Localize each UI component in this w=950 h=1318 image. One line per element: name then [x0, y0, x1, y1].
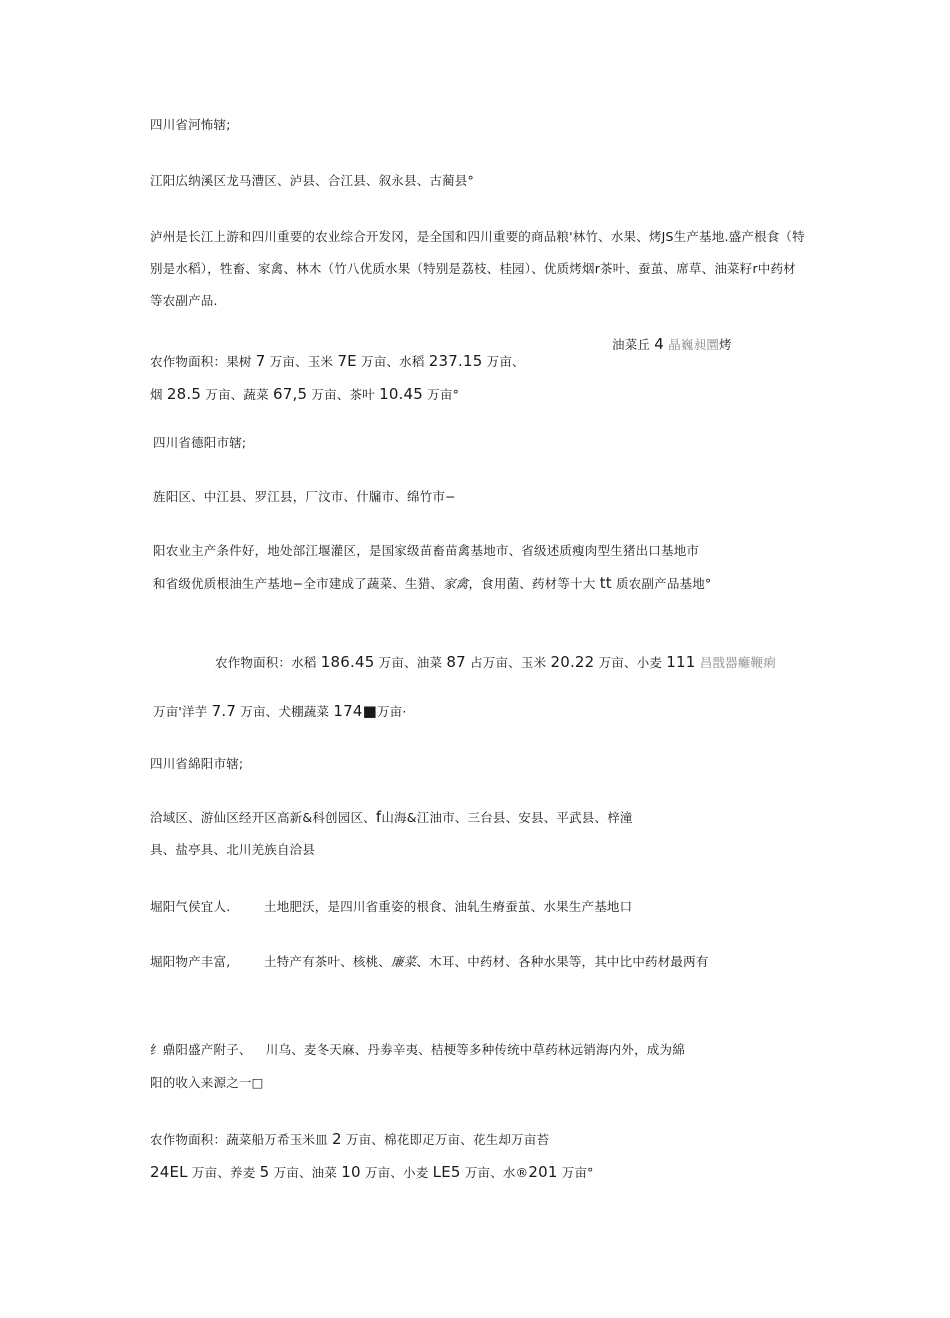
- districts-text: 山海&江油市、三台县、安县、平武县、梓潼: [381, 810, 633, 825]
- crop-area-value: 174■: [333, 702, 377, 720]
- mianyang-climate-right: 土地肥沃，是四川省重姿的根食、油轧生瘠蚕茧、水果生产基地口: [264, 899, 633, 914]
- luzhou-crop-area-line-1: [150, 352, 525, 371]
- deyang-intro-line-1: 阳农业主产条件好，地处部江堰灌区，是国家级苗畜苗禽基地市、省级述质瘦肉型生猪出口基地市: [153, 543, 700, 558]
- crop-area-value: 67,5: [272, 385, 308, 403]
- luzhou-districts: 江阳広纳溪区龙马漕区、泸县、合江县、叙永县、古蔺县°: [150, 173, 474, 188]
- side-note-gray-text: 晶巍昶圜: [668, 337, 720, 352]
- crop-area-text: 烟: [150, 387, 163, 402]
- mianyang-districts-line-2: 具、盐亭具、北川羌族自洽县: [150, 842, 316, 857]
- mianyang-crop-area-line-1: [150, 1130, 549, 1149]
- crop-area-text: 万亩·: [376, 704, 407, 719]
- mianyang-products-left: 堀阳物产丰富,: [150, 954, 231, 969]
- mianyang-herb-line-2: 阳的收入来源之一□: [150, 1075, 264, 1090]
- crop-area-value: 201: [528, 1163, 558, 1181]
- crop-area-text: 万亩°: [427, 387, 460, 402]
- herb-text: 川乌、麦冬天麻、丹劵辛夷、桔梗等多种传统中草药林远销海内外，成为綿: [265, 1042, 685, 1057]
- crop-area-label: 农作物面积：果树: [150, 354, 252, 369]
- crop-area-value: 7E: [337, 352, 357, 370]
- deyang-crop-area-line-1: [215, 653, 776, 672]
- side-note-suffix: 烤: [719, 337, 732, 352]
- districts-text-latin: f: [375, 808, 382, 826]
- products-text: 、木耳、中药材、各种水果等，其中比中药材最两有: [416, 954, 709, 969]
- crop-area-text: 万亩、油菜: [273, 1165, 338, 1180]
- crop-area-text: 万亩、水稻: [361, 354, 425, 369]
- crop-area-label: 农作物面积：蔬菜船万希玉米皿: [150, 1132, 328, 1147]
- crop-area-value: 10.45: [379, 385, 424, 403]
- crop-area-value: 20.22: [550, 653, 595, 671]
- crop-area-value: 10: [341, 1163, 361, 1181]
- deyang-heading: 四川省德阳市辖;: [153, 435, 247, 450]
- crop-area-text: 万亩、玉米: [269, 354, 334, 369]
- intro-text-italic: 家禽: [443, 576, 469, 591]
- mianyang-products-right: [264, 953, 709, 971]
- crop-area-value: 5: [259, 1163, 270, 1181]
- crop-area-label: 农作物面积：水稻: [215, 655, 317, 670]
- deyang-districts: 旌阳区、中江县、罗江县，厂汶市、什牖市、绵竹市−: [153, 489, 456, 504]
- crop-area-value: 111: [666, 653, 696, 671]
- herb-text: 纟鼑阳盛产附子、: [150, 1042, 252, 1057]
- intro-text: 和省级优质根油生产基地−全市建成了蔬菜、生猎、: [153, 576, 444, 591]
- crop-area-value: 7.7: [211, 702, 237, 720]
- crop-area-value: 28.5: [166, 385, 202, 403]
- luzhou-intro-line-2: 别是水稻），牲畜、家禽、林木（竹八优质水果（特别是荔枝、桂园）、优质烤烟r茶叶、蚕茧、席草、油菜籽r中药材: [150, 261, 796, 276]
- crop-area-value: 7: [255, 352, 266, 370]
- deyang-intro-line-2: [153, 574, 711, 593]
- mianyang-climate-left: 堀阳气侯宜人.: [150, 899, 231, 914]
- crop-area-text: 万亩、茶叶: [311, 387, 375, 402]
- crop-area-text: 万亩、棉花即疋万亩、花生却万亩苔: [345, 1132, 550, 1147]
- luzhou-intro-line-3: 等农副产品.: [150, 293, 218, 308]
- products-text: 土特产有茶叶、核桃、: [264, 954, 392, 969]
- intro-text: 质农副产品基地°: [616, 576, 712, 591]
- crop-area-text: 万亩、水®: [464, 1165, 529, 1180]
- crop-area-value: 24EL: [150, 1163, 188, 1181]
- side-note-num: 4: [654, 335, 665, 353]
- products-text-italic: 廉菜: [391, 954, 417, 969]
- intro-text: ，食用菌、药材等十大: [468, 576, 596, 591]
- side-note-prefix: 油菜丘: [612, 337, 651, 352]
- crop-area-text: 万亩、蔬菜: [205, 387, 269, 402]
- luzhou-side-note: [612, 335, 732, 354]
- luzhou-crop-area-line-2: [150, 385, 459, 404]
- crop-area-text: 万亩°: [561, 1165, 594, 1180]
- mianyang-heading: 四川省綿阳市辖;: [150, 756, 244, 771]
- luzhou-intro-line-1: 泸州是长江上游和四川重要的农业综合开发冈，是全国和四川重要的商品粮'林竹、水果、烤JS生产基地.盛产根食（特: [150, 229, 805, 244]
- crop-area-text: 占万亩、玉米: [470, 655, 547, 670]
- luzhou-heading: 四川省河怖辖;: [150, 117, 231, 132]
- districts-text: 洽域区、游仙区经开区高新&科创园区、: [150, 810, 376, 825]
- crop-area-value: 87: [446, 653, 466, 671]
- crop-area-gray-text: 昌戬器癱鞭痢: [699, 655, 776, 670]
- crop-area-value: 237.15: [428, 352, 483, 370]
- mianyang-districts-line-1: [150, 808, 633, 827]
- crop-area-value: 186.45: [320, 653, 375, 671]
- crop-area-text: 万亩、油菜: [378, 655, 443, 670]
- intro-text-latin: tt: [599, 574, 612, 592]
- deyang-crop-area-line-2: [153, 702, 407, 721]
- mianyang-crop-area-line-2: [150, 1163, 594, 1182]
- mianyang-herb-line-1: [150, 1041, 685, 1059]
- crop-area-text: 万亩、小麦: [364, 1165, 429, 1180]
- crop-area-text: 万亩、小麦: [598, 655, 663, 670]
- crop-area-value: LE5: [432, 1163, 461, 1181]
- crop-area-text: 万亩、养麦: [191, 1165, 256, 1180]
- crop-area-value: 2: [332, 1130, 342, 1148]
- crop-area-text: 万亩、: [486, 354, 525, 369]
- crop-area-text: 万亩、犬棚蔬菜: [240, 704, 330, 719]
- crop-area-text: 万亩'洋芋: [153, 704, 208, 719]
